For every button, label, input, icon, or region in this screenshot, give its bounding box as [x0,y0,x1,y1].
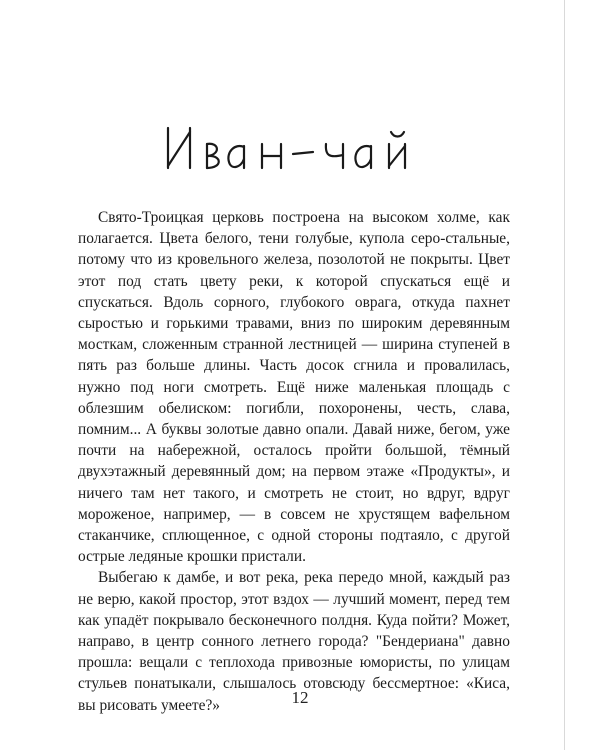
page-edge-divider [564,0,565,750]
page-number: 12 [291,688,309,707]
paragraph-1: Свято-Троицкая церковь построена на высоком холме, как полагается. Цвета белого, тени голубые, купола серо-стальные, потому что из кровельного железа, позолотой не покрыты. Цвет этот под стать цвету реки, к которой спускаться ещё и спускаться. Вдоль сорного, глубокого оврага, откуда пахнет сыростью и горькими травами, вниз по широким деревянным мосткам, сложенным странной лестницей — ширина ступеней в пять раз больше длины. Часть досок сгнила и провалилась, нужно под ноги смотреть. Ещё ниже маленькая площадь с облезшим обелиском: погибли, похоронены, честь, слава, помним... А буквы золотые давно опали. Давай ниже, бегом, уже почти на набережной, осталось пройти большой, тёмный двухэтажный деревянный дом; на первом этаже «Продукты», и ничего там нет такого, и смотреть не стоит, но вдруг, вдруг мороженое, например, — в совсем не хрустящем вафельном стаканчике, сплющенное, с одной стороны подтаяло, с другой острые ледяные крошки пристали. [78,209,510,566]
body-text [78,207,510,716]
paragraph-2: Выбегаю к дамбе, и вот река, река передо мной, каждый раз не верю, какой простор, этот вздох — лучший момент, перед тем как упадёт покрывало бесконечного полдня. Куда пойти? Может, направо, в центр сонного летнего города? "Бендериана" давно прошла: вещали с теплохода привозные юмористы, по улицам стульев понатыкали, слышалось отовсюду бессмертное: «Киса, вы рисовать умеете?» [78,569,510,714]
chapter-title [0,116,600,180]
chapter-title-handwritten [0,116,600,180]
chapter-title-text [0,116,5,117]
